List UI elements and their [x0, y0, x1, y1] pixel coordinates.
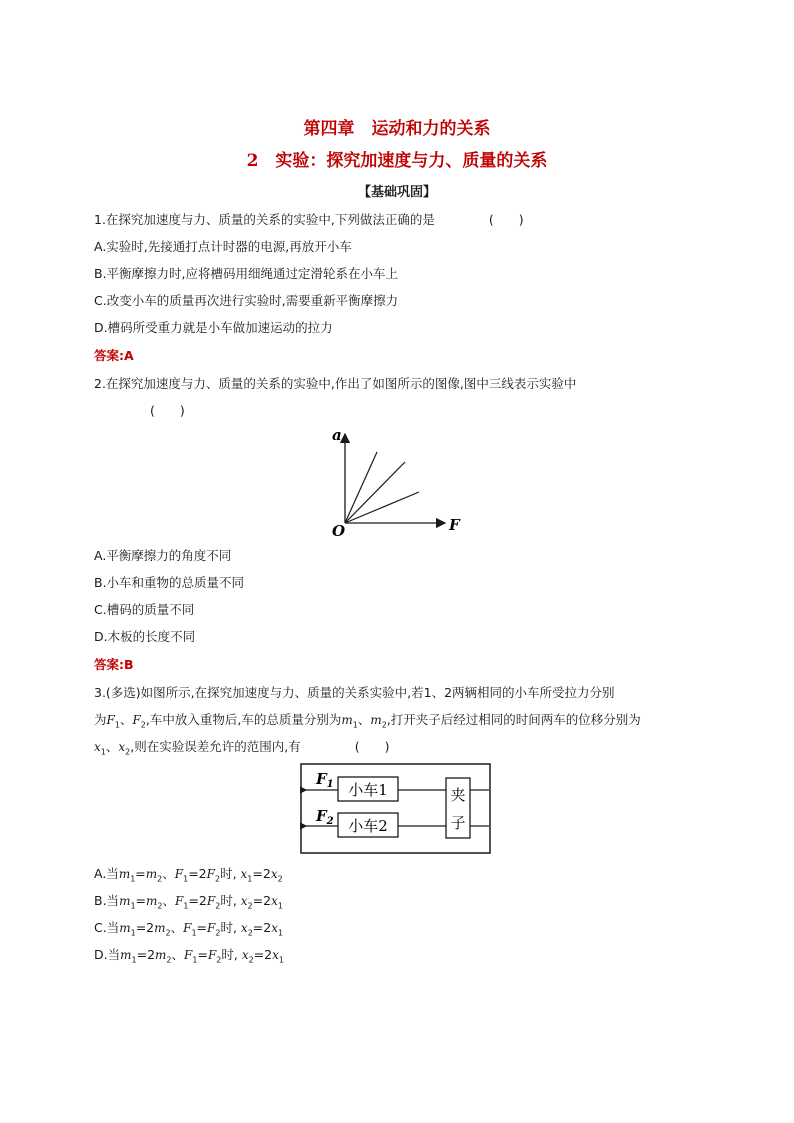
- q3-stem-line2: [94, 710, 641, 730]
- clip-label-bottom: 子: [450, 814, 466, 832]
- sym-m: m: [155, 948, 167, 962]
- lesson-title: 2 实验：探究加速度与力、质量的关系: [246, 151, 548, 171]
- opt-text: D.当: [94, 947, 121, 962]
- sym-x: x: [240, 921, 248, 935]
- sub: 1: [247, 874, 253, 884]
- sub: 1: [130, 928, 136, 938]
- sub: 2: [277, 874, 283, 884]
- sym-f: F: [207, 948, 217, 962]
- sub: 2: [214, 874, 221, 884]
- sub: 2: [140, 720, 146, 730]
- sub: 2: [247, 928, 253, 938]
- sub: 2: [165, 928, 171, 938]
- sub: 1: [131, 955, 137, 965]
- sym-x: x: [271, 921, 278, 935]
- sub: 1: [352, 720, 358, 730]
- q1-option-d: D.槽码所受重力就是小车做加速运动的拉力: [94, 320, 333, 335]
- opt-text: =2: [252, 866, 271, 881]
- sym-x: x: [240, 867, 248, 881]
- sym-f: F: [175, 894, 184, 908]
- q3-option-b: [94, 891, 283, 911]
- sub: 1: [183, 901, 189, 911]
- f-axis-label: F: [449, 516, 460, 534]
- q2-option-d: D.木板的长度不同: [94, 629, 196, 644]
- sym-m: m: [119, 894, 131, 908]
- opt-text: 、: [171, 947, 185, 962]
- sym-f: F: [206, 894, 216, 908]
- sym-m: m: [341, 713, 353, 727]
- sub: 1: [191, 928, 197, 938]
- opt-text: 、: [170, 920, 184, 935]
- sub: 1: [278, 955, 284, 965]
- force2-label: [315, 807, 334, 827]
- graph-line-steep: [345, 452, 377, 523]
- sub: 1: [114, 720, 120, 730]
- sym-f: F: [174, 867, 184, 881]
- q2-option-b: B.小车和重物的总质量不同: [94, 575, 245, 590]
- opt-text: 、: [162, 866, 175, 881]
- opt-text: =2: [135, 920, 155, 935]
- sub: 2: [248, 955, 254, 965]
- sym-x: x: [241, 948, 249, 962]
- sub: 1: [100, 747, 106, 757]
- force2-symbol: F: [316, 807, 327, 825]
- sym-x: x: [94, 740, 101, 754]
- sub: 1: [277, 901, 283, 911]
- origin-label: O: [332, 522, 346, 540]
- q1-stem-text: 1.在探究加速度与力、质量的关系的实验中,下列做法正确的是: [94, 212, 435, 227]
- q1-answer-label: 答案:: [94, 348, 124, 363]
- q3-option-a: [94, 864, 283, 884]
- q2-answer: [94, 655, 134, 673]
- q2-stem: 2.在探究加速度与力、质量的关系的实验中,作出了如图所示的图像,图中三线表示实验中: [94, 376, 577, 391]
- force1-label: [315, 770, 334, 790]
- q3-text: ,则在实验误差允许的范围内,有: [130, 739, 301, 754]
- sym-f: F: [106, 713, 115, 727]
- clip-label-top: 夹: [450, 786, 466, 804]
- sym-x: x: [270, 867, 278, 881]
- q1-answer-paren: ( ): [488, 212, 524, 227]
- q2-answer-value: B: [124, 657, 134, 672]
- sym-x: x: [118, 740, 126, 754]
- sym-m: m: [120, 948, 132, 962]
- q3-answer-paren: ( ): [354, 739, 390, 754]
- sym-x: x: [271, 894, 278, 908]
- sub: 2: [125, 747, 131, 757]
- sym-x: x: [240, 894, 248, 908]
- graph-line-middle: [345, 462, 405, 523]
- q3-text: 、: [119, 712, 133, 727]
- opt-text: =2: [252, 893, 272, 908]
- sym-x: x: [272, 948, 279, 962]
- opt-text: =2: [188, 866, 207, 881]
- q3-option-c: [94, 918, 283, 938]
- sym-f: F: [206, 867, 215, 881]
- a-f-graph: [325, 420, 465, 545]
- q3-text: 为: [94, 712, 107, 727]
- opt-text: =2: [188, 893, 207, 908]
- sub: 2: [215, 901, 221, 911]
- q1-option-c: C.改变小车的质量再次进行实验时,需要重新平衡摩擦力: [94, 293, 399, 308]
- a-axis-label: a: [332, 426, 342, 444]
- opt-text: B.当: [94, 893, 120, 908]
- q1-option-a: A.实验时,先接通打点计时器的电源,再放开小车: [94, 239, 352, 254]
- sub: 2: [166, 955, 172, 965]
- chapter-title: 第四章 运动和力的关系: [303, 119, 491, 139]
- sym-m: m: [154, 921, 166, 935]
- q2-answer-paren: ( ): [150, 403, 185, 418]
- opt-text: C.当: [94, 920, 120, 935]
- q2-option-a: A.平衡摩擦力的角度不同: [94, 548, 232, 563]
- sub: 1: [183, 874, 189, 884]
- q2-answer-label: 答案:: [94, 657, 124, 672]
- cart2-label: 小车2: [348, 817, 388, 835]
- opt-text: =: [135, 893, 147, 908]
- q2-option-c: C.槽码的质量不同: [94, 602, 195, 617]
- q3-text: ,打开夹子后经过相同的时间两车的位移分别为: [386, 712, 641, 727]
- sym-m: m: [145, 867, 158, 881]
- opt-text: =: [196, 920, 208, 935]
- opt-text: =: [197, 947, 208, 962]
- q3-stem-line3: [94, 737, 390, 757]
- opt-text: 时,: [221, 947, 242, 962]
- opt-text: 时,: [220, 893, 241, 908]
- opt-text: 、: [162, 893, 176, 908]
- opt-text: A.当: [94, 866, 119, 881]
- q1-stem: [94, 210, 524, 228]
- opt-text: =2: [136, 947, 156, 962]
- sym-m: m: [370, 713, 382, 727]
- force1-symbol: F: [316, 770, 327, 788]
- sub: 2: [215, 928, 221, 938]
- q3-stem-line1: 3.(多选)如图所示,在探究加速度与力、质量的关系实验中,若1、2两辆相同的小车所受拉力分别: [94, 685, 615, 700]
- cart1-label: 小车1: [348, 781, 388, 799]
- sub: 2: [247, 901, 253, 911]
- sym-m: m: [146, 894, 158, 908]
- sub: 1: [192, 955, 198, 965]
- sym-f: F: [132, 713, 141, 727]
- opt-text: 时,: [220, 866, 241, 881]
- sym-f: F: [184, 948, 193, 962]
- force2-subscript: 2: [326, 816, 334, 827]
- sym-m: m: [119, 921, 131, 935]
- cart-diagram: [300, 762, 492, 856]
- sub: 1: [278, 928, 284, 938]
- sub: 1: [130, 901, 136, 911]
- force1-subscript: 1: [326, 779, 334, 790]
- sub: 2: [381, 720, 387, 730]
- q3-text: 、: [357, 712, 371, 727]
- sub: 1: [130, 874, 136, 884]
- opt-text: =2: [252, 920, 272, 935]
- q1-option-b: B.平衡摩擦力时,应将槽码用细绳通过定滑轮系在小车上: [94, 266, 399, 281]
- sub: 2: [157, 874, 163, 884]
- opt-text: =2: [253, 947, 273, 962]
- q3-option-d: [94, 945, 284, 965]
- q1-answer-value: A: [124, 348, 134, 363]
- sym-f: F: [207, 921, 216, 935]
- q3-text: 、: [105, 739, 119, 754]
- sub: 2: [157, 901, 163, 911]
- graph-line-shallow: [345, 492, 419, 523]
- opt-text: =: [135, 866, 146, 881]
- q3-text: ,车中放入重物后,车的总质量分别为: [145, 712, 342, 727]
- section-label: 【基础巩固】: [357, 185, 436, 200]
- sym-f: F: [183, 921, 192, 935]
- opt-text: 时,: [220, 920, 241, 935]
- sym-m: m: [118, 867, 131, 881]
- q1-answer: [94, 346, 134, 364]
- sub: 2: [216, 955, 222, 965]
